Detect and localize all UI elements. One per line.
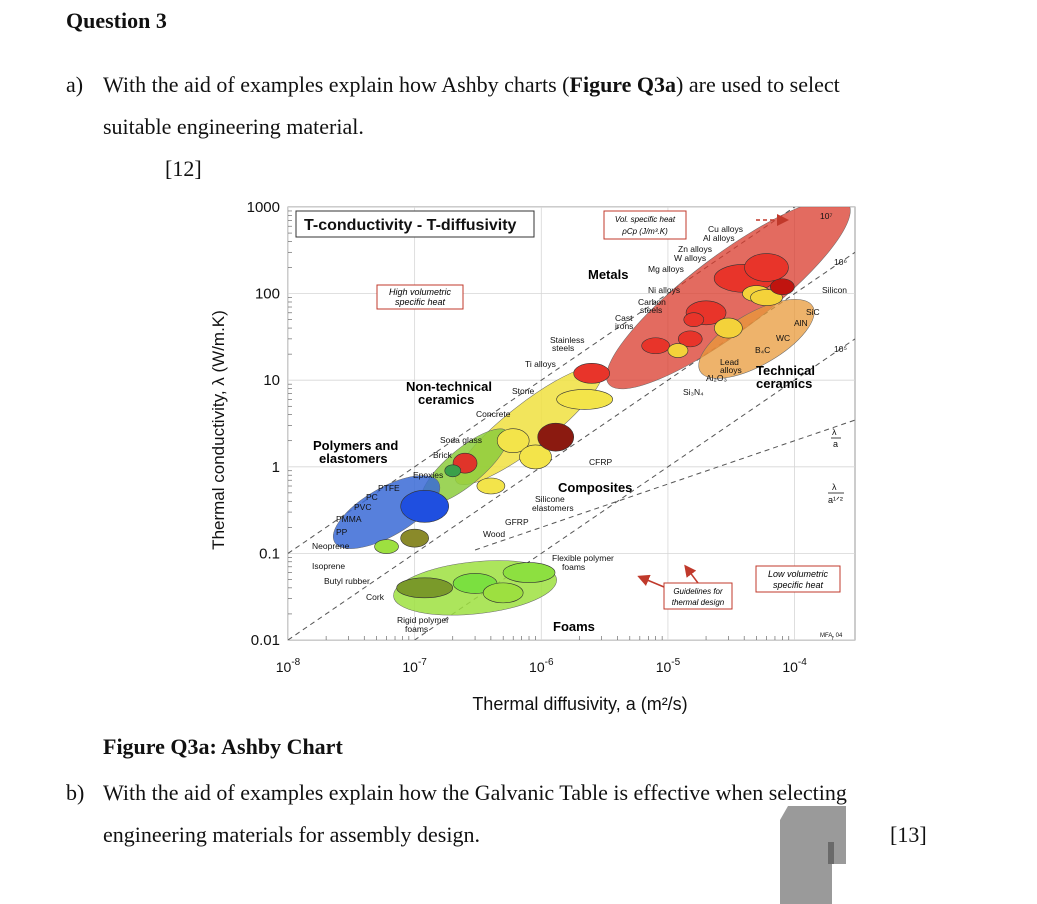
label-metals: Metals — [588, 267, 629, 282]
part-b-label: b) — [66, 780, 85, 805]
mat-concrete: Concrete — [476, 409, 511, 419]
material-bubble — [744, 254, 788, 282]
mat-stainless: Stainless — [550, 335, 585, 345]
high-volumetric-text2: specific heat — [394, 297, 446, 307]
material-bubble — [574, 363, 610, 383]
mat-mg-alloys: Mg alloys — [648, 264, 684, 274]
mat-pp: PP — [336, 527, 348, 537]
mat-isoprene: Isoprene — [312, 561, 346, 571]
mat-silicone-elastomers: Silicone — [535, 494, 565, 504]
label-polymers-line2: elastomers — [319, 451, 388, 466]
low-volumetric-text2: specific heat — [772, 580, 824, 590]
part-a-marks: [12] — [165, 156, 202, 181]
x-tick-label: $10^{-6}$ — [529, 657, 554, 675]
part-a-line2: suitable engineering material. — [103, 114, 364, 139]
part-a-text-pre: With the aid of examples explain how Ashby charts ( — [103, 72, 570, 97]
mat-sic: SiC — [806, 307, 820, 317]
mat-pvc: PVC — [354, 502, 372, 512]
label-foams: Foams — [553, 619, 595, 634]
vol-specific-heat-text: Vol. specific heat — [614, 215, 676, 224]
mat-pc: PC — [366, 492, 378, 502]
y-axis-label: Thermal conductivity, λ (W/m.K) — [209, 310, 228, 550]
part-b-line1 — [66, 780, 847, 806]
mat-wood: Wood — [483, 529, 506, 539]
guidelines-text: Guidelines for — [673, 587, 723, 596]
guideline-lambda-sqrta-den: a¹ᐟ² — [828, 495, 843, 505]
x-tick-label: $10^{-4}$ — [782, 657, 807, 675]
mat-silicone-elastomers2: elastomers — [532, 503, 574, 513]
y-tick-label: 10 — [263, 372, 280, 390]
y-tick-label: 100 — [254, 285, 280, 303]
mat-flexible-foams2: foams — [562, 562, 586, 572]
mat-lead-alloys2: alloys — [720, 365, 742, 375]
label-nontech-ceramics: Non-technical — [406, 379, 492, 394]
mat-cork: Cork — [366, 592, 384, 602]
mat-stainless2: steels — [552, 343, 575, 353]
material-bubble — [642, 338, 670, 354]
material-bubble — [770, 279, 794, 295]
page-shadow — [780, 806, 850, 904]
mat-si3n4: Si₃N₄ — [683, 387, 704, 397]
mat-w-alloys: W alloys — [674, 253, 707, 263]
material-bubble — [477, 478, 505, 494]
material-bubble — [401, 490, 449, 522]
mat-al-alloys: Al alloys — [703, 233, 735, 243]
mat-ni-alloys: Ni alloys — [648, 285, 681, 295]
mat-epoxies: Epoxies — [413, 470, 444, 480]
guideline-lambda-a-den: a — [833, 439, 839, 449]
x-tick-label: $10^{-7}$ — [402, 657, 427, 675]
guideline-1e7: 10⁷ — [820, 211, 833, 221]
material-bubble — [401, 529, 429, 547]
mat-carbon-steels: Carbon — [638, 297, 666, 307]
material-bubble — [668, 344, 688, 358]
material-bubble — [445, 465, 461, 477]
label-polymers: Polymers and — [313, 438, 399, 453]
mat-gfrp: GFRP — [505, 517, 529, 527]
guidelines-text2: thermal design — [671, 598, 725, 607]
part-b-marks: [13] — [890, 822, 927, 847]
material-bubble — [375, 540, 399, 554]
x-axis-label: Thermal diffusivity, a (m²/s) — [472, 694, 688, 714]
part-b-line2: engineering materials for assembly design. — [103, 822, 480, 847]
mat-cfrp: CFRP — [589, 457, 613, 467]
mat-lead-alloys: Lead — [720, 357, 739, 367]
part-a-text-post: ) are used to select — [676, 72, 840, 97]
guideline-1e6: 10⁶ — [834, 257, 847, 267]
mat-neoprene: Neoprene — [312, 541, 350, 551]
mat-butyl-rubber: Butyl rubber — [324, 576, 370, 586]
mat-wc: WC — [776, 333, 791, 343]
chart-title: T-conductivity - T-diffusivity — [304, 217, 517, 234]
mfa-mark: MFA, 04 — [820, 633, 843, 639]
low-volumetric-text: Low volumetric — [767, 569, 829, 579]
material-bubble — [483, 583, 523, 603]
ashby-chart — [200, 195, 865, 720]
mat-silicon: Silicon — [822, 285, 848, 295]
label-technical-ceramics-line: Technical — [756, 363, 816, 378]
mat-carbon-steels2: steels — [640, 305, 663, 315]
question-heading: Question 3 — [66, 8, 167, 33]
high-volumetric-text: High volumetric — [388, 287, 452, 297]
mat-cast-irons: Cast — [615, 313, 633, 323]
mat-cu-alloys: Cu alloys — [708, 224, 743, 234]
label-composites: Composites — [558, 480, 633, 495]
guideline-lambda-sqrta: λ — [832, 482, 837, 492]
mat-cast-irons2: irons — [615, 321, 634, 331]
mat-pmma: PMMA — [336, 514, 362, 524]
part-a-line1 — [66, 72, 840, 98]
material-bubble — [557, 389, 613, 409]
mat-ptfe: PTFE — [378, 483, 400, 493]
material-bubble — [397, 578, 453, 598]
mat-zn-alloys: Zn alloys — [678, 244, 713, 254]
material-bubble — [538, 423, 574, 451]
label-nontech-ceramics-line2: ceramics — [418, 392, 475, 407]
y-tick-label: 1000 — [246, 199, 280, 216]
guideline-1e5: 10⁵ — [834, 344, 847, 354]
mat-soda-glass: Soda glass — [440, 435, 483, 445]
mat-aln: AlN — [794, 318, 808, 328]
mat-brick: Brick — [433, 450, 452, 460]
mat-ti-alloys: Ti alloys — [525, 359, 556, 369]
mat-flexible-foams: Flexible polymer — [552, 553, 614, 563]
label-technical-ceramics-line2: ceramics — [756, 376, 813, 391]
y-tick-label: 0.1 — [259, 545, 280, 563]
x-tick-label: $10^{-8}$ — [275, 657, 301, 675]
y-tick-label: 0.01 — [250, 632, 280, 649]
figure-caption: Figure Q3a: Ashby Chart — [103, 734, 343, 759]
mat-b4c: B₄C — [755, 345, 771, 355]
x-tick-label: $10^{-5}$ — [655, 657, 681, 675]
mat-stone: Stone — [512, 386, 535, 396]
mat-rigid-foams: Rigid polymer — [397, 615, 449, 625]
material-bubble — [684, 313, 704, 327]
part-a-figure-ref: Figure Q3a — [569, 72, 677, 97]
part-a-label: a) — [66, 72, 84, 97]
mat-al2o3: Al₂O₃ — [706, 373, 727, 383]
part-b-text: With the aid of examples explain how the Galvanic Table is effective when selecting — [103, 780, 847, 805]
material-bubble — [714, 318, 742, 338]
y-tick-label: 1 — [271, 458, 280, 476]
guideline-lambda-a: λ — [832, 427, 837, 437]
vol-specific-heat-units: ρCp (J/m³.K) — [622, 227, 668, 236]
material-bubble — [503, 563, 555, 583]
mat-rigid-foams2: foams — [405, 624, 429, 634]
